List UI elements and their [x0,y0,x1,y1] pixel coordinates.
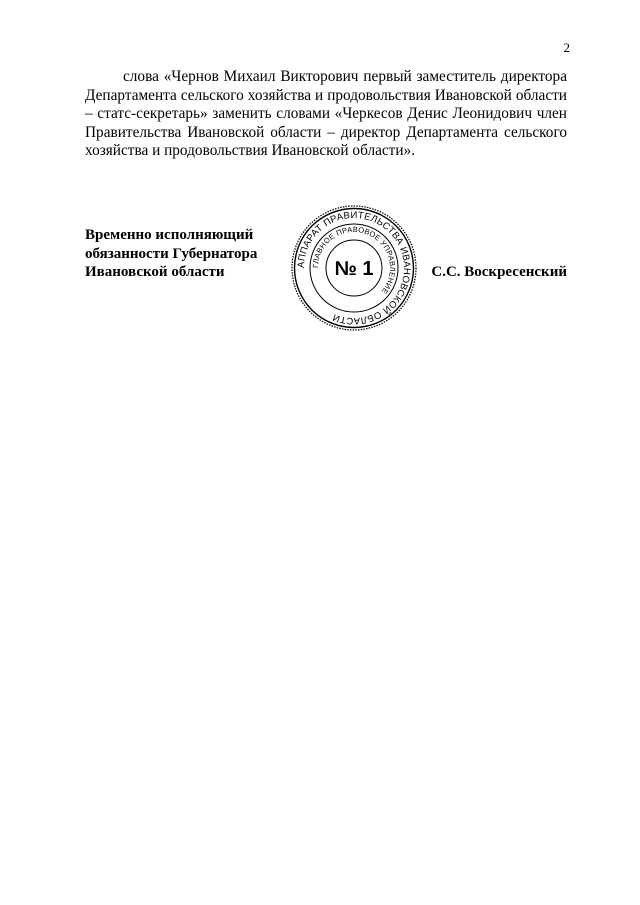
signer-title [85,226,285,282]
seal-outer-text: АППАРАТ ПРАВИТЕЛЬСТВА ИВАНОВСКОЙ ОБЛАСТИ [295,209,413,327]
signer-title-line-3: Ивановской области [85,264,225,280]
seal-inner-text: ГЛАВНОЕ ПРАВОВОЕ УПРАВЛЕНИЕ [310,224,398,296]
official-seal [289,203,419,333]
signer-name: С.С. Воскресенский [431,264,567,280]
page-number: 2 [563,40,570,55]
body-paragraph: слова «Чернов Михаил Викторович первый заместитель директора Департамента сельского хозяйства и продовольствия Ивановской области – статс-секретарь» заменить словами «Черкесов Денис Леонидович член Правительства Ивановской области – директор Департамента сельского хозяйства и продовольствия Ивановской области». [85,68,567,159]
signer-title-line-1: Временно исполняющий [85,227,254,243]
signer-title-line-2: обязанности Губернатора [85,245,258,262]
seal-center-text: № 1 [334,258,374,280]
